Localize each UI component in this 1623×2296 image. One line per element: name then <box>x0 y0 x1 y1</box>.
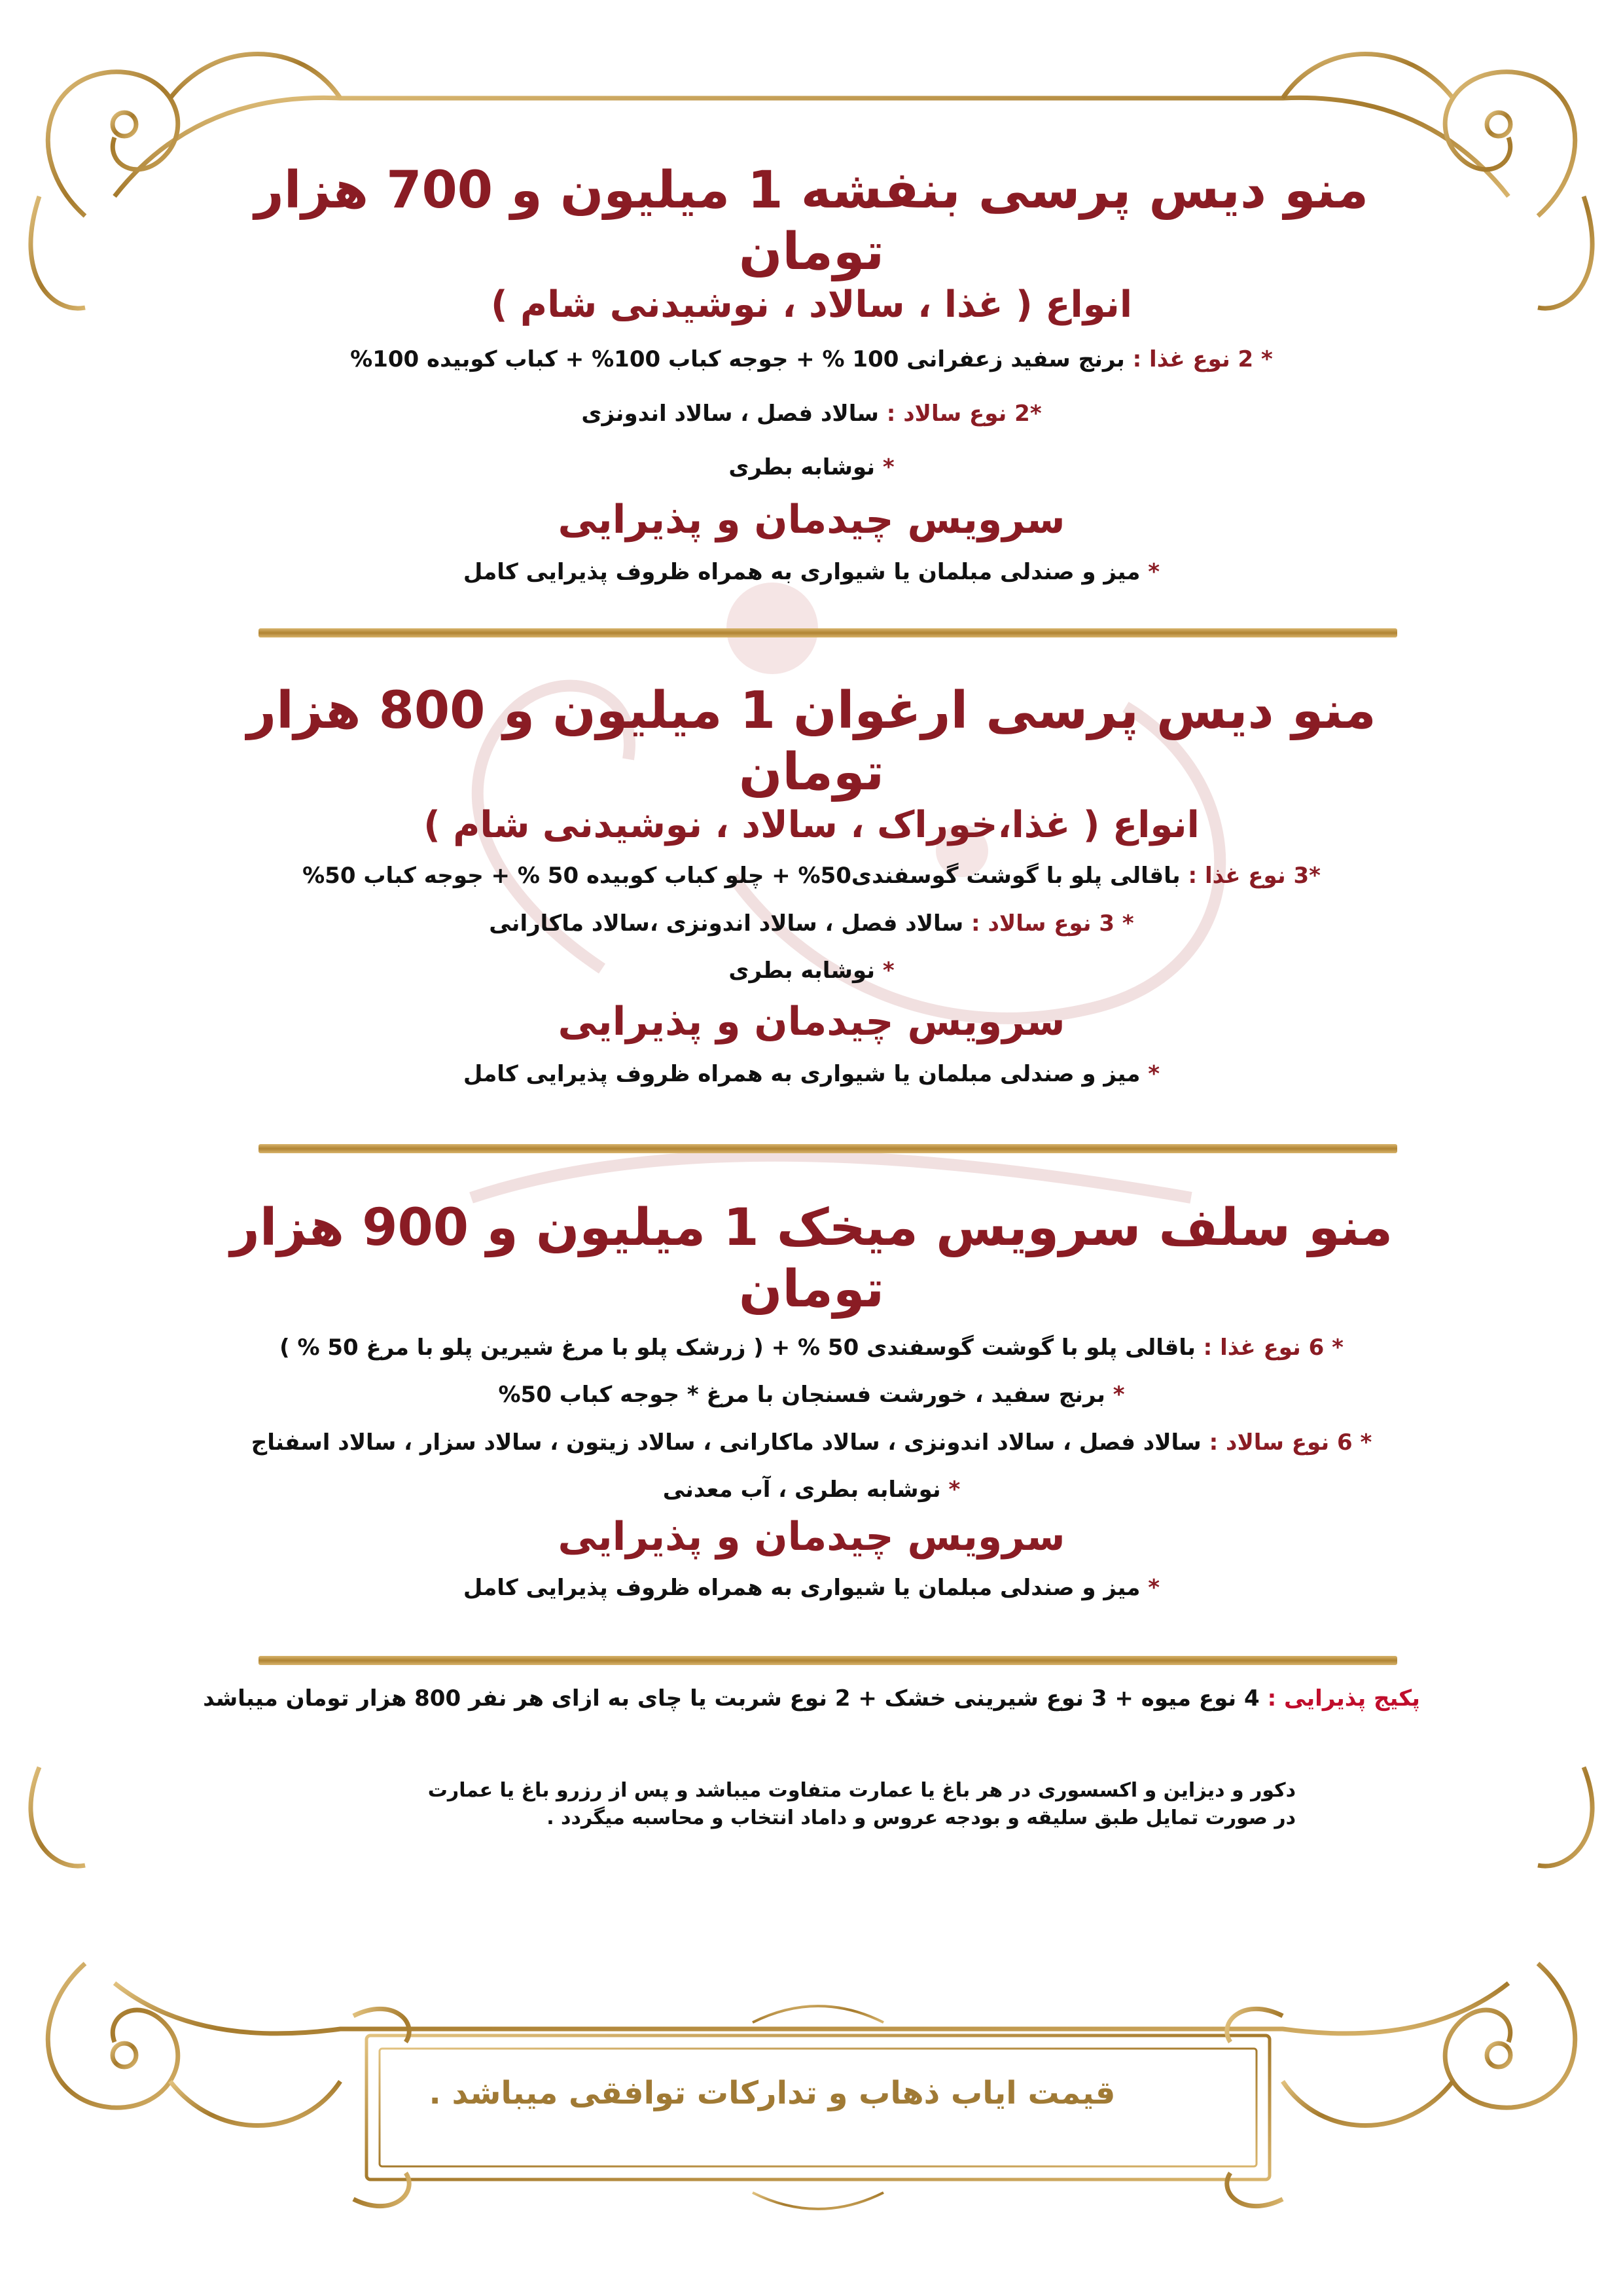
bullet: * <box>1140 1060 1160 1087</box>
menu-3-food-label: 6 نوع غذا : <box>1203 1335 1325 1361</box>
menu-2-salad-label: 3 نوع سالاد : <box>971 910 1115 937</box>
menu-3-salad-text: سالاد فصل ، سالاد اندونزی ، سالاد ماکارانی ، سالاد زیتون ، سالاد سزار ، سالاد اسفناج <box>251 1429 1209 1456</box>
bullet: * <box>875 454 895 480</box>
divider-3 <box>259 1656 1397 1665</box>
bullet: * <box>1140 1574 1160 1601</box>
menu-3-food-text: باقالی پلو با گوشت گوسفندی 50 % + ( زرشک پلو با مرغ شیرین پلو با مرغ 50 % ) <box>279 1335 1204 1361</box>
bullet: * <box>875 957 895 984</box>
bullet: * <box>1309 863 1321 889</box>
menu-1-food-text: برنج سفید زعفرانی 100 % + جوجه کباب 100% + کباب کوبیده 100% <box>350 346 1133 373</box>
menu-2 <box>196 681 1427 1088</box>
bullet: * <box>940 1476 961 1503</box>
menu-2-subtitle: انواع ( غذا،خوراک ، سالاد ، نوشیدنی شام ) <box>423 804 1200 847</box>
divider-2 <box>259 1144 1397 1153</box>
divider-1 <box>259 628 1397 637</box>
menu-3-service: سرویس چیدمان و پذیرایی <box>558 1513 1065 1560</box>
menu-2-title: منو دیس پرسی ارغوان 1 میلیون و 800 هزار تومان <box>247 681 1376 802</box>
menu-1-drink-line <box>196 453 1427 482</box>
bullet: * <box>1253 346 1273 373</box>
bullet: * <box>1115 910 1134 937</box>
menu-1-footer <box>196 558 1427 586</box>
menu-1-footer-text: میز و صندلی مبلمان یا شیواری به همراه ظروف پذیرایی کامل <box>463 558 1141 585</box>
decor-note <box>393 1777 1296 1832</box>
menu-1-subtitle: انواع ( غذا ، سالاد ، نوشیدنی شام ) <box>490 283 1133 327</box>
bullet: * <box>1352 1429 1372 1456</box>
menu-3-food-line-2 <box>196 1380 1427 1409</box>
menu-3-drink-line <box>196 1475 1427 1504</box>
menu-1-service: سرویس چیدمان و پذیرایی <box>558 496 1065 543</box>
menu-2-food-text: باقالی پلو با گوشت گوسفندی50% + چلو کباب کوبیده 50 % + جوجه کباب 50% <box>302 863 1188 889</box>
menu-2-service: سرویس چیدمان و پذیرایی <box>558 998 1065 1045</box>
menu-2-food-line <box>196 861 1427 890</box>
menu-1-salad-line <box>196 399 1427 428</box>
package-line <box>196 1685 1427 1712</box>
menu-3-drink-text: نوشابه بطری ، آب معدنی <box>662 1476 941 1503</box>
menu-2-salad-text: سالاد فصل ، سالاد اندونزی ،سالاد ماکارانی <box>489 910 972 937</box>
menu-2-footer-text: میز و صندلی مبلمان یا شیواری به همراه ظروف پذیرایی کامل <box>463 1060 1141 1087</box>
menu-1-salad-text: سالاد فصل ، سالاد اندونزی <box>581 400 887 427</box>
menu-1-salad-label: 2 نوع سالاد : <box>886 400 1030 427</box>
menu-3 <box>196 1198 1427 1602</box>
decor-note-line-1: دکور و دیزاین و اکسسوری در هر باغ یا عمارت متفاوت میباشد و پس از رزرو باغ یا عمارت <box>427 1779 1296 1802</box>
bullet: * <box>1105 1382 1125 1408</box>
menu-3-food-line <box>196 1333 1427 1362</box>
decor-note-line-2: در صورت تمایل طبق سلیقه و بودجه عروس و داماد انتخاب و محاسبه میگردد . <box>546 1806 1296 1829</box>
menu-1-food-label: 2 نوع غذا : <box>1132 346 1254 373</box>
menu-2-drink-line <box>196 956 1427 985</box>
menu-3-footer <box>196 1573 1427 1602</box>
menu-1-food-line <box>196 345 1427 374</box>
menu-1 <box>196 160 1427 586</box>
menu-1-title: منو دیس پرسی بنفشه 1 میلیون و 700 هزار تومان <box>254 161 1369 281</box>
bullet: * <box>1140 558 1160 585</box>
menu-2-footer <box>196 1060 1427 1088</box>
bullet: * <box>1324 1335 1344 1361</box>
bullet: * <box>1029 400 1042 427</box>
menu-3-food-text-2: برنج سفید ، خورشت فسنجان با مرغ * جوجه کباب 50% <box>498 1382 1105 1408</box>
menu-3-salad-label: 6 نوع سالاد : <box>1209 1429 1353 1456</box>
menu-2-food-label: 3 نوع غذا : <box>1188 863 1310 889</box>
menu-2-drink-text: نوشابه بطری <box>728 957 876 984</box>
menu-3-footer-text: میز و صندلی مبلمان یا شیواری به همراه ظروف پذیرایی کامل <box>463 1574 1141 1601</box>
package-text: 4 نوع میوه + 3 نوع شیرینی خشک + 2 نوع شربت یا چای به ازای هر نفر 800 هزار تومان میباشد <box>203 1685 1268 1712</box>
package-label: پکیج پذیرایی : <box>1267 1685 1420 1712</box>
menu-3-title: منو سلف سرویس میخک 1 میلیون و 900 هزار تومان <box>230 1198 1393 1319</box>
menu-2-salad-line <box>196 909 1427 938</box>
menu-3-salad-line <box>196 1428 1427 1457</box>
bottom-note: قیمت ایاب ذهاب و تدارکات توافقی میباشد . <box>429 2075 1116 2111</box>
menu-1-drink-text: نوشابه بطری <box>728 454 876 480</box>
